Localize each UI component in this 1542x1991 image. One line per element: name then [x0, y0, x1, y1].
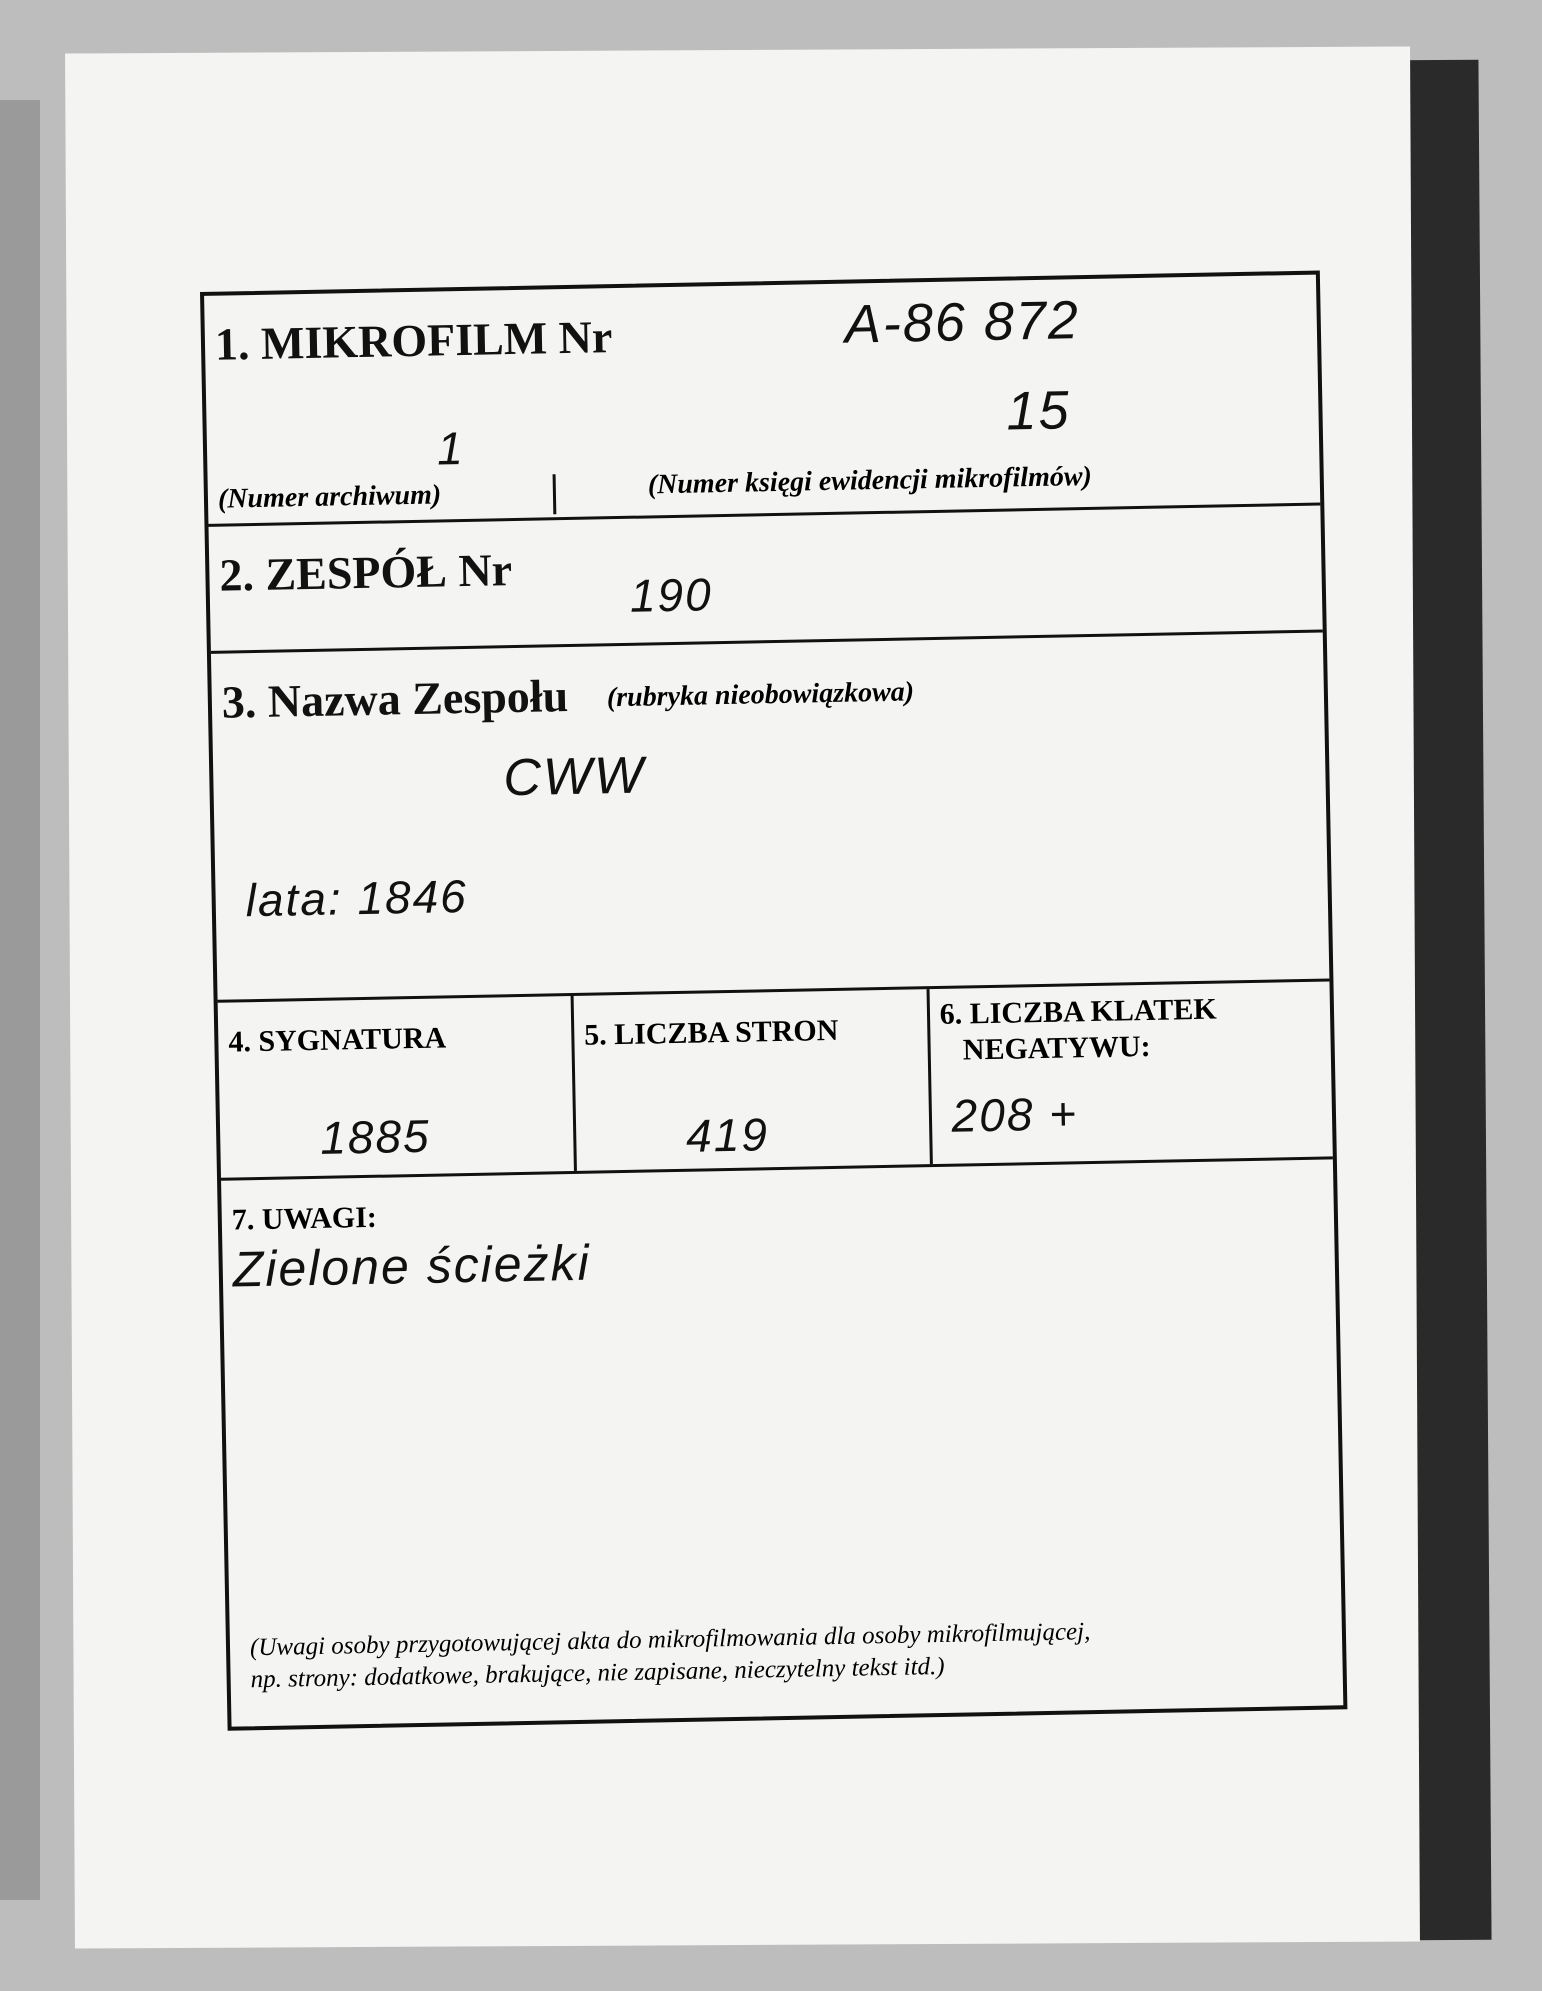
field-nazwa-zespolu — [211, 633, 1329, 1003]
divider — [553, 474, 557, 514]
sygnatura-value: 1885 — [319, 1109, 432, 1164]
field-liczba-klatek — [929, 981, 1333, 1164]
scan-background — [0, 100, 40, 1900]
field-uwagi — [221, 1159, 1343, 1726]
nazwa-note: (rubryka nieobowiązkowa) — [606, 676, 915, 714]
sygnatura-label: 4. SYGNATURA — [228, 1021, 447, 1059]
uwagi-label: 7. UWAGI: — [231, 1200, 378, 1237]
liczba-stron-label: 5. LICZBA STRON — [583, 1013, 839, 1052]
archive-number-label: (Numer archiwum) — [217, 479, 442, 515]
liczba-klatek-label-line1: 6. LICZBA KLATEK — [939, 992, 1217, 1031]
uwagi-note-line2: np. strony: dodatkowe, brakujące, nie zapisane, nieczytelny tekst itd.) — [250, 1652, 945, 1694]
field-liczba-stron — [573, 989, 932, 1171]
field-mikrofilm — [204, 275, 1320, 527]
mikrofilm-label: 1. MIKROFILM Nr — [214, 311, 613, 370]
liczba-klatek-value: 208 + — [951, 1087, 1079, 1142]
liczba-klatek-label — [939, 992, 1217, 1069]
field-row-4-6 — [218, 981, 1333, 1180]
nazwa-label: 3. Nazwa Zespołu — [221, 670, 569, 728]
zespol-value: 190 — [629, 568, 714, 622]
uwagi-instructions — [250, 1612, 1331, 1697]
nazwa-value: CWW — [502, 746, 646, 808]
archive-number-value: 1 — [436, 421, 466, 475]
mikrofilm-value: A-86 872 — [844, 290, 1081, 355]
uwagi-note-line1: (Uwagi osoby przygotowującej akta do mikrofilmowania dla osoby mikrofilmującej, — [249, 1618, 1091, 1662]
liczba-klatek-label-line2: NEGATYWU: — [962, 1029, 1151, 1067]
nazwa-extra: lata: 1846 — [245, 869, 469, 927]
field-zespol — [209, 506, 1323, 654]
microfilm-form — [200, 270, 1347, 1730]
register-number-value: 15 — [1005, 380, 1072, 442]
register-number-label: (Numer księgi ewidencji mikrofilmów) — [647, 460, 1093, 501]
zespol-label: 2. ZESPÓŁ Nr — [218, 544, 513, 601]
uwagi-value: Zielone ścieżki — [232, 1234, 592, 1298]
field-sygnatura — [218, 996, 577, 1178]
liczba-stron-value: 419 — [685, 1108, 770, 1162]
